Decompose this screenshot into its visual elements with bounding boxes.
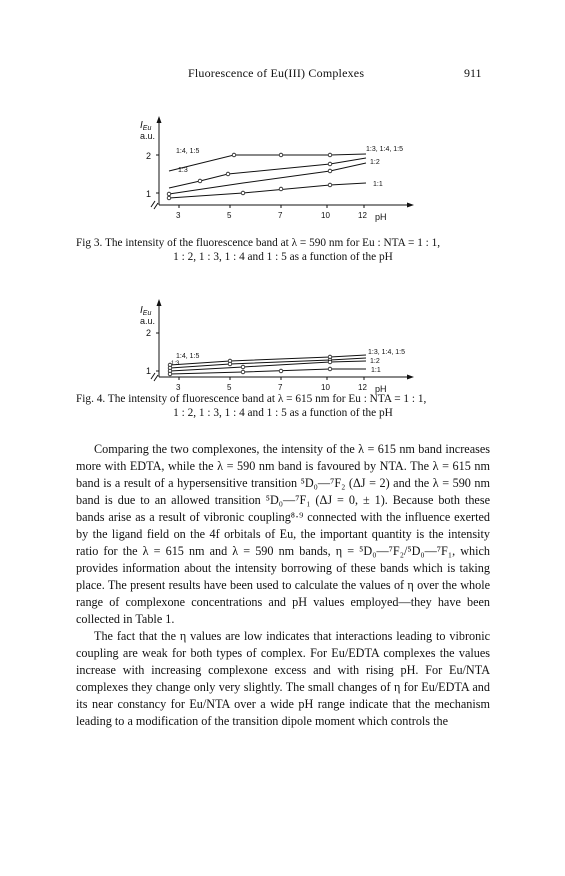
fig4-ylabel-unit: a.u.: [140, 316, 156, 326]
fig4-series-label: 1:4, 1:5: [176, 353, 200, 360]
paragraph: The fact that the η values are low indicates that interactions leading to vibronic coupling are weak for both types of complex. For Eu/EDTA complexes the values increase with increasing complexone excess and with rising pH. For Eu/NTA complexes they change only very slightly. The small changes of η for Eu/EDTA and its near constancy for Eu/NTA over a wide pH range indicate that the mechanism leading to a modification of the transition dipole moment which controls the: [76, 629, 490, 728]
fig4-series-label: 1:2: [370, 358, 380, 365]
fig4-xlabel: pH: [375, 384, 387, 394]
fig3-series-label: 1:3: [178, 167, 188, 174]
fig3-axis-break: [151, 201, 158, 209]
fig4-ytick-2: 2: [146, 328, 152, 338]
fig3-line-1-2: [169, 163, 366, 194]
caption-line: Fig 3. The intensity of the fluorescence band at λ = 590 nm for Eu : NTA = 1 : 1,: [76, 237, 441, 249]
fig3-x-arrow: [407, 203, 414, 208]
fig4-xtick: 7: [278, 383, 283, 392]
fig3-xtick: 10: [321, 211, 330, 220]
figure-3-caption: [76, 236, 490, 264]
page-header: [0, 66, 565, 84]
fig4-xtick: 12: [358, 383, 367, 392]
running-title: Fluorescence of Eu(III) Complexes: [188, 66, 365, 80]
fig3-series-label: 1:1: [373, 181, 383, 188]
fig4-ylabel: I: [140, 305, 143, 316]
fig4-y-arrow: [157, 299, 162, 306]
fig3-series-label: 1:3, 1:4, 1:5: [366, 146, 403, 153]
fig3-series-label: 1:2: [370, 159, 380, 166]
fig3-y-arrow: [157, 116, 162, 123]
fig3-line-1-3: [169, 158, 366, 188]
fig3-ytick-1: 1: [146, 189, 152, 199]
paragraph: Comparing the two complexones, the intensity of the λ = 615 nm band increases more with EDTA, while the λ = 590 nm band is favoured by NTA. The λ = 615 nm band is a result of a hypersensitive transition ⁵D₀—⁷F₂ (ΔJ = 2) and the λ = 590 nm band is due to an allowed transition ⁵D₀—⁷F₁ (ΔJ = 0, ± 1). Because both these bands arise as a result of vibronic coupling⁸·⁹ connected with the influence exerted by the ligand field on the 4f orbitals of Eu, the important quantity is the intensity ratio for the λ = 615 nm and λ = 590 nm bands, η = ⁵D₀—⁷F₂/⁵D₀—⁷F₁, which provides information about the intensity borrowing of these bands which is taking place. The present results have been used to calculate the values of η over the whole range of complexone concentrations and pH values employed—they have been collected in Table 1.: [76, 442, 490, 626]
fig4-xtick: 5: [227, 383, 232, 392]
figure-4: [0, 295, 565, 394]
fig4-xtick: 3: [176, 383, 181, 392]
fig4-ylabel-sub: Eu: [142, 310, 152, 317]
body-text: [76, 441, 490, 730]
fig3-ylabel: I: [140, 120, 143, 131]
fig3-xlabel: pH: [375, 212, 387, 222]
caption-line: 1 : 2, 1 : 3, 1 : 4 and 1 : 5 as a function of the pH: [173, 407, 393, 419]
caption-line: Fig. 4. The intensity of fluorescence band at λ = 615 nm for Eu : NTA = 1 : 1,: [76, 393, 427, 405]
fig3-series-label: 1:4, 1:5: [176, 148, 200, 155]
page-number: 911: [464, 66, 482, 80]
fig3-xtick: 12: [358, 211, 367, 220]
caption-line: 1 : 2, 1 : 3, 1 : 4 and 1 : 5 as a function of the pH: [173, 251, 393, 263]
figure-3: [0, 110, 565, 230]
fig3-xtick: 7: [278, 211, 283, 220]
fig3-xtick: 3: [176, 211, 181, 220]
fig3-ylabel-sub: Eu: [142, 125, 152, 132]
fig4-axis-break: [151, 373, 158, 381]
fig4-x-arrow: [407, 375, 414, 380]
fig3-ytick-2: 2: [146, 151, 152, 161]
fig4-series-label: 1:3: [171, 361, 180, 367]
fig3-line-1-1: [169, 183, 366, 198]
fig4-series-label: 1:3, 1:4, 1:5: [368, 349, 405, 356]
fig4-xtick: 10: [321, 383, 330, 392]
fig3-ylabel-unit: a.u.: [140, 131, 156, 141]
fig3-xtick: 5: [227, 211, 232, 220]
fig4-ytick-1: 1: [146, 366, 152, 376]
fig4-series-label: 1:1: [371, 367, 381, 374]
figure-4-caption: [76, 392, 490, 420]
